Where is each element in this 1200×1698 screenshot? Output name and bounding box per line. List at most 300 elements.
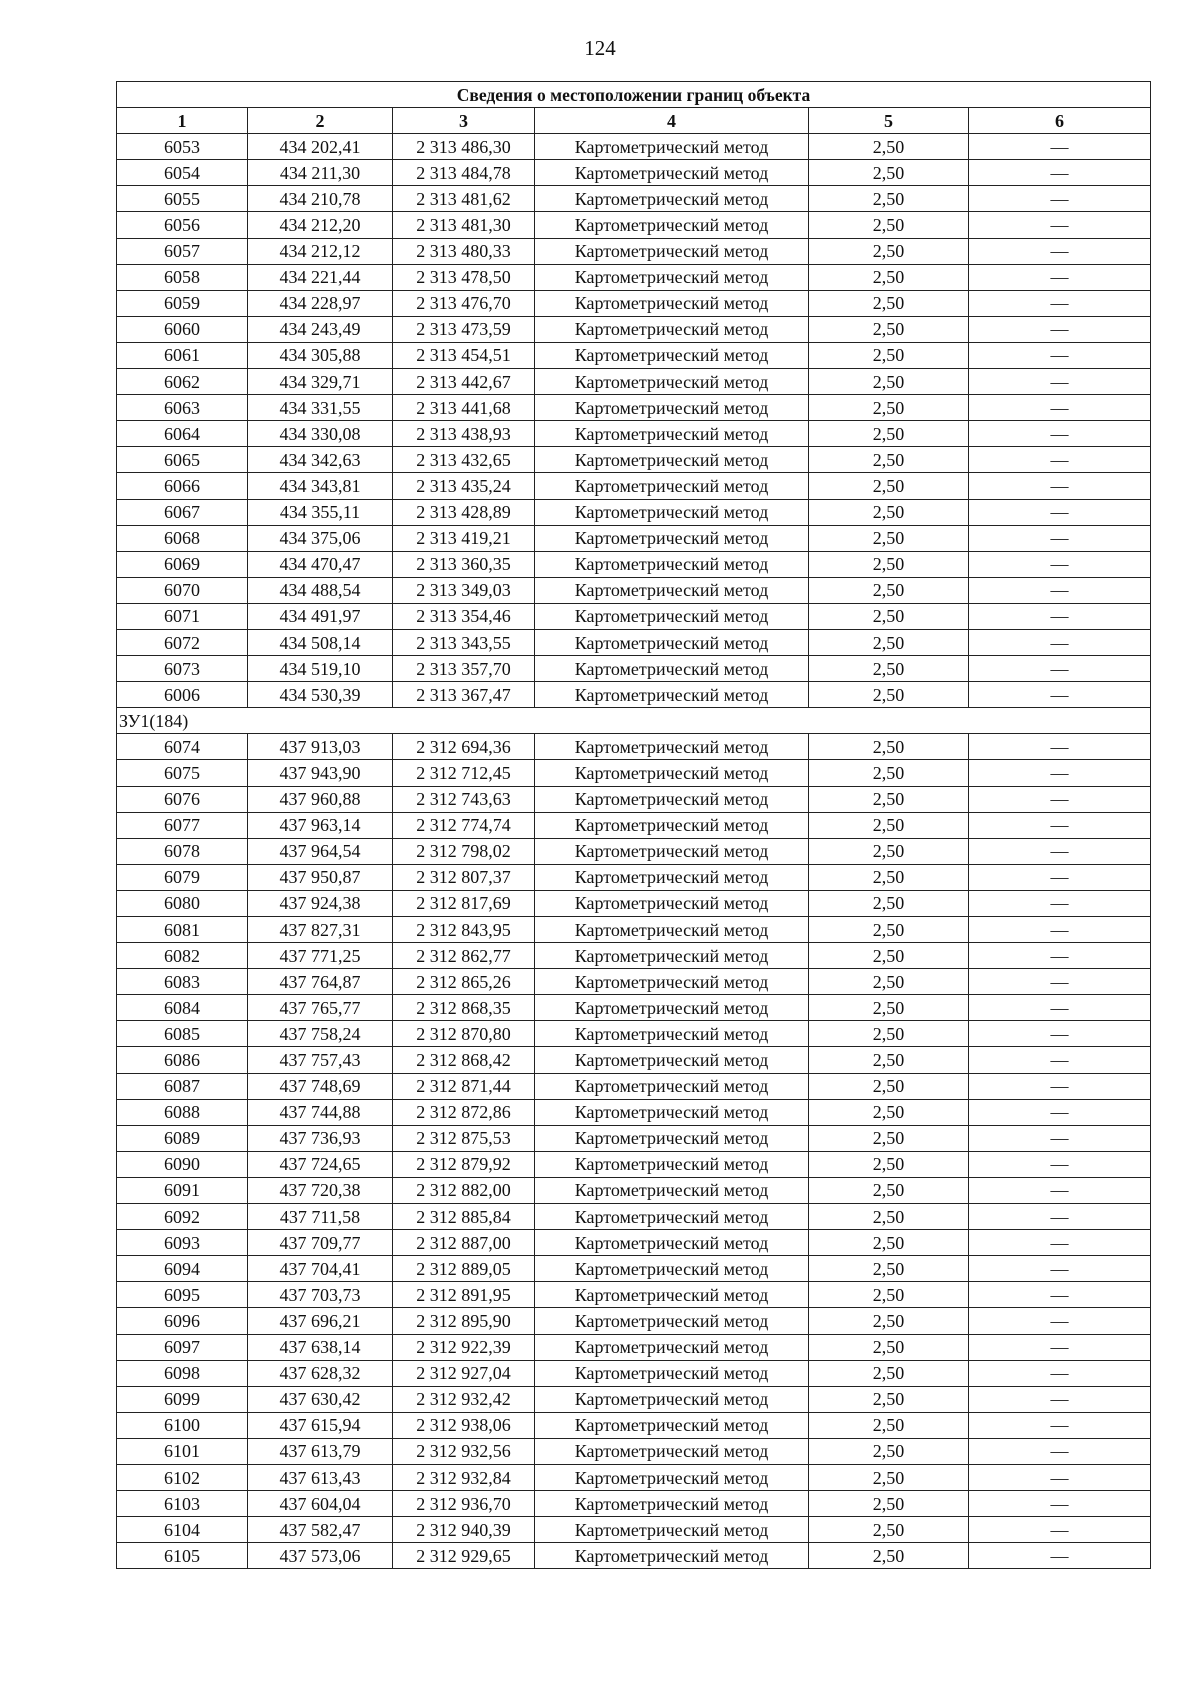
table-row [117, 1230, 1151, 1256]
coordinate-x-cell: 437 960,88 [248, 786, 393, 812]
coordinate-x-cell: 437 696,21 [248, 1308, 393, 1334]
coordinate-y-cell: 2 312 932,84 [393, 1464, 535, 1490]
coordinate-x-cell: 437 711,58 [248, 1204, 393, 1230]
method-cell: Картометрический метод [535, 212, 809, 238]
point-number-cell: 6053 [117, 134, 248, 160]
coordinate-y-cell: 2 313 419,21 [393, 525, 535, 551]
method-cell: Картометрический метод [535, 1517, 809, 1543]
accuracy-cell: 2,50 [809, 1412, 969, 1438]
accuracy-cell: 2,50 [809, 629, 969, 655]
accuracy-cell: 2,50 [809, 316, 969, 342]
column-header-4: 4 [535, 108, 809, 134]
table-row [117, 447, 1151, 473]
table-row [117, 160, 1151, 186]
coordinate-x-cell: 434 210,78 [248, 186, 393, 212]
coordinate-y-cell: 2 313 484,78 [393, 160, 535, 186]
point-number-cell: 6058 [117, 264, 248, 290]
point-number-cell: 6069 [117, 551, 248, 577]
note-cell: — [969, 421, 1151, 447]
section-label-row [117, 708, 1151, 734]
note-cell: — [969, 1517, 1151, 1543]
note-cell: — [969, 1073, 1151, 1099]
table-row [117, 369, 1151, 395]
note-cell: — [969, 447, 1151, 473]
table-row [117, 890, 1151, 916]
table-row [117, 629, 1151, 655]
accuracy-cell: 2,50 [809, 1151, 969, 1177]
point-number-cell: 6097 [117, 1334, 248, 1360]
accuracy-cell: 2,50 [809, 969, 969, 995]
coordinate-x-cell: 437 748,69 [248, 1073, 393, 1099]
point-number-cell: 6075 [117, 760, 248, 786]
method-cell: Картометрический метод [535, 1543, 809, 1569]
coordinate-x-cell: 434 202,41 [248, 134, 393, 160]
table-row [117, 943, 1151, 969]
accuracy-cell: 2,50 [809, 1386, 969, 1412]
section-label: ЗУ1(184) [117, 708, 1151, 734]
table-row [117, 186, 1151, 212]
method-cell: Картометрический метод [535, 786, 809, 812]
coordinate-x-cell: 434 491,97 [248, 603, 393, 629]
note-cell: — [969, 734, 1151, 760]
coordinate-x-cell: 434 330,08 [248, 421, 393, 447]
method-cell: Картометрический метод [535, 812, 809, 838]
coordinate-y-cell: 2 312 889,05 [393, 1256, 535, 1282]
coordinate-x-cell: 434 508,14 [248, 629, 393, 655]
accuracy-cell: 2,50 [809, 1360, 969, 1386]
table-row [117, 1256, 1151, 1282]
method-cell: Картометрический метод [535, 160, 809, 186]
note-cell: — [969, 238, 1151, 264]
point-number-cell: 6077 [117, 812, 248, 838]
coordinate-x-cell: 437 757,43 [248, 1047, 393, 1073]
table-head [117, 82, 1151, 134]
accuracy-cell: 2,50 [809, 212, 969, 238]
method-cell: Картометрический метод [535, 1438, 809, 1464]
method-cell: Картометрический метод [535, 629, 809, 655]
coordinate-x-cell: 437 964,54 [248, 838, 393, 864]
table-row [117, 525, 1151, 551]
accuracy-cell: 2,50 [809, 786, 969, 812]
point-number-cell: 6098 [117, 1360, 248, 1386]
method-cell: Картометрический метод [535, 682, 809, 708]
accuracy-cell: 2,50 [809, 1204, 969, 1230]
point-number-cell: 6085 [117, 1021, 248, 1047]
note-cell: — [969, 786, 1151, 812]
coordinate-y-cell: 2 313 438,93 [393, 421, 535, 447]
table-row [117, 1334, 1151, 1360]
accuracy-cell: 2,50 [809, 812, 969, 838]
note-cell: — [969, 264, 1151, 290]
table-row [117, 1386, 1151, 1412]
point-number-cell: 6099 [117, 1386, 248, 1412]
coordinate-y-cell: 2 313 435,24 [393, 473, 535, 499]
table-row [117, 656, 1151, 682]
method-cell: Картометрический метод [535, 369, 809, 395]
coordinate-y-cell: 2 312 891,95 [393, 1282, 535, 1308]
note-cell: — [969, 1047, 1151, 1073]
coordinate-y-cell: 2 313 476,70 [393, 290, 535, 316]
method-cell: Картометрический метод [535, 447, 809, 473]
coordinate-x-cell: 434 228,97 [248, 290, 393, 316]
accuracy-cell: 2,50 [809, 1438, 969, 1464]
point-number-cell: 6060 [117, 316, 248, 342]
coordinate-x-cell: 437 724,65 [248, 1151, 393, 1177]
column-header-6: 6 [969, 108, 1151, 134]
table-row [117, 1282, 1151, 1308]
coordinate-y-cell: 2 312 885,84 [393, 1204, 535, 1230]
note-cell: — [969, 1099, 1151, 1125]
note-cell: — [969, 1308, 1151, 1334]
accuracy-cell: 2,50 [809, 499, 969, 525]
coordinate-y-cell: 2 313 481,30 [393, 212, 535, 238]
point-number-cell: 6104 [117, 1517, 248, 1543]
coordinate-y-cell: 2 313 349,03 [393, 577, 535, 603]
note-cell: — [969, 499, 1151, 525]
coordinate-x-cell: 437 720,38 [248, 1177, 393, 1203]
coordinate-x-cell: 434 243,49 [248, 316, 393, 342]
method-cell: Картометрический метод [535, 838, 809, 864]
accuracy-cell: 2,50 [809, 1230, 969, 1256]
accuracy-cell: 2,50 [809, 760, 969, 786]
accuracy-cell: 2,50 [809, 1464, 969, 1490]
accuracy-cell: 2,50 [809, 890, 969, 916]
accuracy-cell: 2,50 [809, 290, 969, 316]
accuracy-cell: 2,50 [809, 1256, 969, 1282]
point-number-cell: 6078 [117, 838, 248, 864]
method-cell: Картометрический метод [535, 734, 809, 760]
method-cell: Картометрический метод [535, 395, 809, 421]
coordinate-x-cell: 437 613,79 [248, 1438, 393, 1464]
column-header-row [117, 108, 1151, 134]
coordinate-x-cell: 437 573,06 [248, 1543, 393, 1569]
point-number-cell: 6080 [117, 890, 248, 916]
method-cell: Картометрический метод [535, 1412, 809, 1438]
coordinate-y-cell: 2 313 486,30 [393, 134, 535, 160]
coordinate-x-cell: 434 519,10 [248, 656, 393, 682]
coordinate-y-cell: 2 313 360,35 [393, 551, 535, 577]
table-row [117, 1464, 1151, 1490]
note-cell: — [969, 629, 1151, 655]
point-number-cell: 6054 [117, 160, 248, 186]
coordinate-y-cell: 2 312 887,00 [393, 1230, 535, 1256]
accuracy-cell: 2,50 [809, 577, 969, 603]
coordinate-x-cell: 437 913,03 [248, 734, 393, 760]
coordinate-x-cell: 434 331,55 [248, 395, 393, 421]
coordinate-x-cell: 437 703,73 [248, 1282, 393, 1308]
point-number-cell: 6091 [117, 1177, 248, 1203]
coordinate-x-cell: 434 212,20 [248, 212, 393, 238]
method-cell: Картометрический метод [535, 656, 809, 682]
note-cell: — [969, 1438, 1151, 1464]
table-row [117, 969, 1151, 995]
note-cell: — [969, 1021, 1151, 1047]
coordinate-x-cell: 434 211,30 [248, 160, 393, 186]
point-number-cell: 6103 [117, 1491, 248, 1517]
table-row [117, 1517, 1151, 1543]
coordinate-y-cell: 2 312 817,69 [393, 890, 535, 916]
table-body [117, 134, 1151, 1569]
note-cell: — [969, 1256, 1151, 1282]
note-cell: — [969, 603, 1151, 629]
point-number-cell: 6072 [117, 629, 248, 655]
coordinate-y-cell: 2 312 895,90 [393, 1308, 535, 1334]
method-cell: Картометрический метод [535, 1151, 809, 1177]
column-header-2: 2 [248, 108, 393, 134]
note-cell: — [969, 342, 1151, 368]
coordinate-x-cell: 437 771,25 [248, 943, 393, 969]
coordinate-x-cell: 437 943,90 [248, 760, 393, 786]
accuracy-cell: 2,50 [809, 1308, 969, 1334]
method-cell: Картометрический метод [535, 1464, 809, 1490]
accuracy-cell: 2,50 [809, 186, 969, 212]
accuracy-cell: 2,50 [809, 160, 969, 186]
accuracy-cell: 2,50 [809, 134, 969, 160]
note-cell: — [969, 1334, 1151, 1360]
coordinate-y-cell: 2 312 865,26 [393, 969, 535, 995]
accuracy-cell: 2,50 [809, 264, 969, 290]
method-cell: Картометрический метод [535, 1073, 809, 1099]
note-cell: — [969, 1282, 1151, 1308]
table-row [117, 838, 1151, 864]
note-cell: — [969, 812, 1151, 838]
coordinate-y-cell: 2 313 442,67 [393, 369, 535, 395]
coordinate-x-cell: 437 924,38 [248, 890, 393, 916]
point-number-cell: 6090 [117, 1151, 248, 1177]
coordinate-y-cell: 2 312 927,04 [393, 1360, 535, 1386]
point-number-cell: 6055 [117, 186, 248, 212]
page-number: 124 [584, 36, 616, 60]
method-cell: Картометрический метод [535, 603, 809, 629]
point-number-cell: 6082 [117, 943, 248, 969]
note-cell: — [969, 943, 1151, 969]
table-row [117, 1047, 1151, 1073]
method-cell: Картометрический метод [535, 995, 809, 1021]
point-number-cell: 6068 [117, 525, 248, 551]
coordinate-y-cell: 2 312 932,42 [393, 1386, 535, 1412]
coordinate-y-cell: 2 312 807,37 [393, 864, 535, 890]
method-cell: Картометрический метод [535, 1360, 809, 1386]
coordinate-y-cell: 2 312 743,63 [393, 786, 535, 812]
accuracy-cell: 2,50 [809, 1021, 969, 1047]
point-number-cell: 6081 [117, 917, 248, 943]
note-cell: — [969, 395, 1151, 421]
table-row [117, 1308, 1151, 1334]
column-header-5: 5 [809, 108, 969, 134]
table-row [117, 473, 1151, 499]
table-row [117, 264, 1151, 290]
table-row [117, 551, 1151, 577]
point-number-cell: 6102 [117, 1464, 248, 1490]
method-cell: Картометрический метод [535, 1491, 809, 1517]
note-cell: — [969, 160, 1151, 186]
method-cell: Картометрический метод [535, 577, 809, 603]
note-cell: — [969, 969, 1151, 995]
note-cell: — [969, 1204, 1151, 1230]
accuracy-cell: 2,50 [809, 1517, 969, 1543]
point-number-cell: 6074 [117, 734, 248, 760]
coordinate-y-cell: 2 313 357,70 [393, 656, 535, 682]
accuracy-cell: 2,50 [809, 1543, 969, 1569]
accuracy-cell: 2,50 [809, 1334, 969, 1360]
method-cell: Картометрический метод [535, 186, 809, 212]
point-number-cell: 6101 [117, 1438, 248, 1464]
coordinate-y-cell: 2 312 843,95 [393, 917, 535, 943]
coordinate-y-cell: 2 312 872,86 [393, 1099, 535, 1125]
coordinate-x-cell: 437 630,42 [248, 1386, 393, 1412]
coordinate-x-cell: 434 212,12 [248, 238, 393, 264]
note-cell: — [969, 551, 1151, 577]
coordinate-y-cell: 2 313 481,62 [393, 186, 535, 212]
coordinate-y-cell: 2 313 432,65 [393, 447, 535, 473]
method-cell: Картометрический метод [535, 525, 809, 551]
method-cell: Картометрический метод [535, 864, 809, 890]
point-number-cell: 6076 [117, 786, 248, 812]
coordinate-x-cell: 434 342,63 [248, 447, 393, 473]
point-number-cell: 6105 [117, 1543, 248, 1569]
coordinate-x-cell: 437 582,47 [248, 1517, 393, 1543]
point-number-cell: 6062 [117, 369, 248, 395]
accuracy-cell: 2,50 [809, 1125, 969, 1151]
method-cell: Картометрический метод [535, 1334, 809, 1360]
point-number-cell: 6006 [117, 682, 248, 708]
accuracy-cell: 2,50 [809, 656, 969, 682]
coordinate-y-cell: 2 312 938,06 [393, 1412, 535, 1438]
coordinate-y-cell: 2 312 932,56 [393, 1438, 535, 1464]
table-row [117, 238, 1151, 264]
note-cell: — [969, 1151, 1151, 1177]
coordinate-y-cell: 2 313 473,59 [393, 316, 535, 342]
accuracy-cell: 2,50 [809, 1073, 969, 1099]
point-number-cell: 6071 [117, 603, 248, 629]
note-cell: — [969, 212, 1151, 238]
coordinate-x-cell: 437 628,32 [248, 1360, 393, 1386]
coordinate-x-cell: 434 488,54 [248, 577, 393, 603]
table-row [117, 1177, 1151, 1203]
coordinate-x-cell: 437 613,43 [248, 1464, 393, 1490]
note-cell: — [969, 577, 1151, 603]
note-cell: — [969, 1360, 1151, 1386]
method-cell: Картометрический метод [535, 316, 809, 342]
coordinate-y-cell: 2 312 694,36 [393, 734, 535, 760]
coordinate-x-cell: 437 963,14 [248, 812, 393, 838]
note-cell: — [969, 1543, 1151, 1569]
method-cell: Картометрический метод [535, 290, 809, 316]
point-number-cell: 6079 [117, 864, 248, 890]
method-cell: Картометрический метод [535, 1047, 809, 1073]
table-row [117, 1021, 1151, 1047]
method-cell: Картометрический метод [535, 917, 809, 943]
note-cell: — [969, 995, 1151, 1021]
method-cell: Картометрический метод [535, 1230, 809, 1256]
point-number-cell: 6061 [117, 342, 248, 368]
point-number-cell: 6073 [117, 656, 248, 682]
note-cell: — [969, 473, 1151, 499]
point-number-cell: 6070 [117, 577, 248, 603]
coordinate-x-cell: 437 704,41 [248, 1256, 393, 1282]
point-number-cell: 6096 [117, 1308, 248, 1334]
table-row [117, 1412, 1151, 1438]
point-number-cell: 6057 [117, 238, 248, 264]
coordinate-x-cell: 437 764,87 [248, 969, 393, 995]
coordinate-y-cell: 2 312 922,39 [393, 1334, 535, 1360]
method-cell: Картометрический метод [535, 1125, 809, 1151]
accuracy-cell: 2,50 [809, 1177, 969, 1203]
accuracy-cell: 2,50 [809, 342, 969, 368]
note-cell: — [969, 290, 1151, 316]
method-cell: Картометрический метод [535, 551, 809, 577]
coordinate-y-cell: 2 313 428,89 [393, 499, 535, 525]
coordinate-y-cell: 2 312 870,80 [393, 1021, 535, 1047]
coordinate-y-cell: 2 313 480,33 [393, 238, 535, 264]
coordinate-y-cell: 2 312 712,45 [393, 760, 535, 786]
column-header-3: 3 [393, 108, 535, 134]
method-cell: Картометрический метод [535, 1386, 809, 1412]
method-cell: Картометрический метод [535, 943, 809, 969]
table-row [117, 603, 1151, 629]
point-number-cell: 6059 [117, 290, 248, 316]
coordinate-y-cell: 2 313 354,46 [393, 603, 535, 629]
method-cell: Картометрический метод [535, 760, 809, 786]
accuracy-cell: 2,50 [809, 864, 969, 890]
coordinate-y-cell: 2 312 862,77 [393, 943, 535, 969]
point-number-cell: 6056 [117, 212, 248, 238]
coordinate-y-cell: 2 313 343,55 [393, 629, 535, 655]
method-cell: Картометрический метод [535, 134, 809, 160]
accuracy-cell: 2,50 [809, 1282, 969, 1308]
table-row [117, 1073, 1151, 1099]
note-cell: — [969, 1230, 1151, 1256]
method-cell: Картометрический метод [535, 1308, 809, 1334]
note-cell: — [969, 1386, 1151, 1412]
method-cell: Картометрический метод [535, 342, 809, 368]
point-number-cell: 6093 [117, 1230, 248, 1256]
note-cell: — [969, 1125, 1151, 1151]
note-cell: — [969, 890, 1151, 916]
table-row [117, 577, 1151, 603]
coordinate-x-cell: 434 375,06 [248, 525, 393, 551]
table-row [117, 499, 1151, 525]
table-title-row [117, 82, 1151, 108]
coordinate-y-cell: 2 313 478,50 [393, 264, 535, 290]
note-cell: — [969, 1464, 1151, 1490]
point-number-cell: 6087 [117, 1073, 248, 1099]
table-row [117, 212, 1151, 238]
note-cell: — [969, 1177, 1151, 1203]
coordinate-y-cell: 2 312 868,42 [393, 1047, 535, 1073]
coordinate-y-cell: 2 313 454,51 [393, 342, 535, 368]
note-cell: — [969, 838, 1151, 864]
accuracy-cell: 2,50 [809, 551, 969, 577]
note-cell: — [969, 1412, 1151, 1438]
table-row [117, 395, 1151, 421]
coordinate-y-cell: 2 312 871,44 [393, 1073, 535, 1099]
method-cell: Картометрический метод [535, 1256, 809, 1282]
note-cell: — [969, 316, 1151, 342]
coordinate-x-cell: 437 709,77 [248, 1230, 393, 1256]
coordinate-y-cell: 2 312 940,39 [393, 1517, 535, 1543]
point-number-cell: 6064 [117, 421, 248, 447]
method-cell: Картометрический метод [535, 1204, 809, 1230]
coordinate-y-cell: 2 312 879,92 [393, 1151, 535, 1177]
note-cell: — [969, 682, 1151, 708]
table-row [117, 421, 1151, 447]
coordinate-y-cell: 2 312 875,53 [393, 1125, 535, 1151]
point-number-cell: 6063 [117, 395, 248, 421]
coordinate-x-cell: 434 470,47 [248, 551, 393, 577]
table-row [117, 342, 1151, 368]
accuracy-cell: 2,50 [809, 238, 969, 264]
